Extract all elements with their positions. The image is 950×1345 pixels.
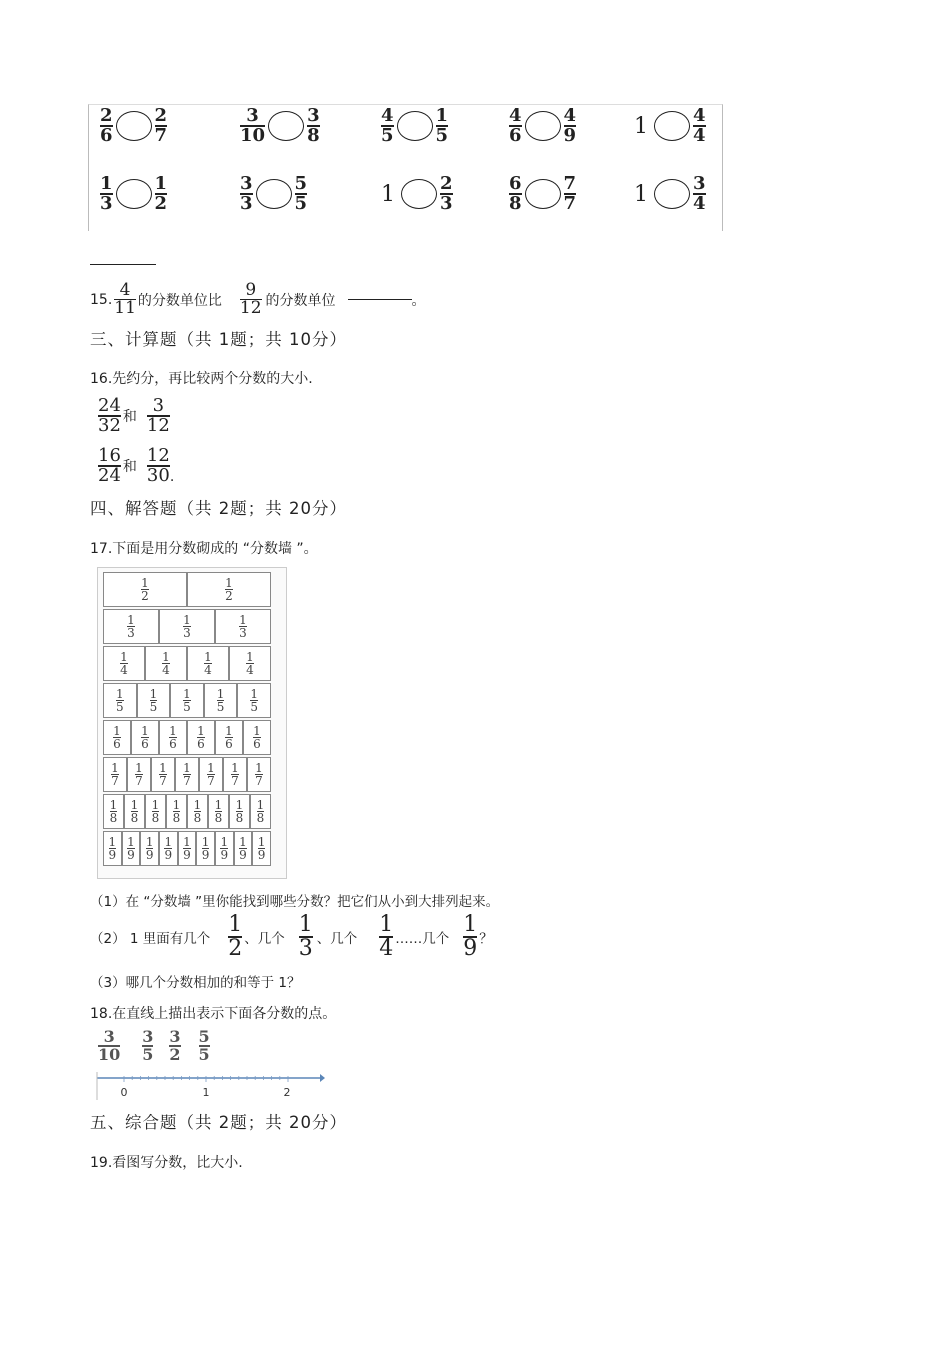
fraction: $\frac{1}{2}$ <box>154 173 168 214</box>
fraction-wall-brick: $\frac{1}{8}$ <box>124 794 145 829</box>
tick-label: 1 <box>202 1086 210 1099</box>
q18-fractions <box>98 1029 210 1063</box>
question-text: 的分数单位 <box>265 292 336 309</box>
compare-answer-circle[interactable] <box>256 179 292 209</box>
fraction-wall-brick: $\frac{1}{5}$ <box>137 683 171 718</box>
fraction: $\frac{3}{10}$ <box>98 1027 121 1064</box>
question-18-title: 18.在直线上描出表示下面各分数的点。 <box>90 1006 337 1022</box>
compare-answer-circle[interactable] <box>116 179 152 209</box>
fraction-wall-brick: $\frac{1}{9}$ <box>234 831 253 866</box>
fraction: $\frac{16}{24}$ <box>98 445 121 486</box>
fraction: $\frac{5}{5}$ <box>294 173 308 214</box>
fraction-wall-brick: $\frac{1}{8}$ <box>229 794 250 829</box>
fraction-wall-brick: $\frac{1}{8}$ <box>166 794 187 829</box>
fraction-wall-brick: $\frac{1}{8}$ <box>208 794 229 829</box>
compare-cell <box>240 175 307 213</box>
fraction-wall-brick: $\frac{1}{8}$ <box>103 794 124 829</box>
fraction-wall-brick: $\frac{1}{6}$ <box>159 720 187 755</box>
fraction: $\frac{4}{9}$ <box>563 105 577 146</box>
answer-blank[interactable] <box>348 299 412 300</box>
fraction-wall-brick: $\frac{1}{2}$ <box>187 572 271 607</box>
fraction: $\frac{12}{30}$ <box>146 445 170 486</box>
fraction-wall-brick: $\frac{1}{9}$ <box>140 831 159 866</box>
fraction-wall-brick: $\frac{1}{6}$ <box>103 720 131 755</box>
whole-number: 1 <box>381 181 395 207</box>
fraction-wall-brick: $\frac{1}{4}$ <box>103 646 145 681</box>
fraction: $\frac{3}{2}$ <box>169 1027 181 1064</box>
compare-cell <box>509 175 576 213</box>
fraction-wall-brick: $\frac{1}{9}$ <box>178 831 197 866</box>
fraction: $\frac{24}{32}$ <box>98 395 121 436</box>
question-17-sub2: （2） 1 里面有几个 $\frac{1}{2}$ 、几个 $\frac{1}{3}$ 、几个 $\frac{1}{4}$ ……几个 $\frac{1}{9}$ ？ <box>90 912 493 961</box>
fraction-wall-brick: $\frac{1}{9}$ <box>103 831 122 866</box>
compare-answer-circle[interactable] <box>525 179 561 209</box>
fraction: $\frac{3}{4}$ <box>693 173 706 214</box>
compare-cell <box>240 107 320 145</box>
fraction-wall-brick: $\frac{1}{8}$ <box>187 794 208 829</box>
compare-answer-circle[interactable] <box>654 179 690 209</box>
question-17-sub1: （1）在 “分数墙 ”里你能找到哪些分数？把它们从小到大排列起来。 <box>90 894 500 910</box>
fraction-wall-row <box>103 720 271 755</box>
fraction: $\frac{4}{11}$ <box>114 280 136 318</box>
tick-label: 2 <box>283 1086 291 1099</box>
fraction-wall-brick: $\frac{1}{9}$ <box>215 831 234 866</box>
fraction-wall-brick: $\frac{1}{5}$ <box>204 683 238 718</box>
answer-blank-line[interactable] <box>90 264 156 265</box>
fraction-wall-brick: $\frac{1}{5}$ <box>170 683 204 718</box>
whole-number: 1 <box>634 181 648 207</box>
question-number: 15. <box>90 291 113 308</box>
tick-label: 0 <box>120 1086 128 1099</box>
fraction: $\frac{6}{8}$ <box>509 173 522 214</box>
fraction: $\frac{2}{6}$ <box>100 105 113 146</box>
question-16-title: 16.先约分，再比较两个分数的大小. <box>90 371 313 387</box>
fraction-wall-brick: $\frac{1}{5}$ <box>237 683 271 718</box>
fraction: $\frac{3}{5}$ <box>142 1027 154 1064</box>
fraction-wall-brick: $\frac{1}{4}$ <box>145 646 187 681</box>
fraction-wall-brick: $\frac{1}{3}$ <box>215 609 271 644</box>
number-line[interactable] <box>96 1072 326 1100</box>
fraction-wall-brick: $\frac{1}{8}$ <box>145 794 166 829</box>
compare-cell <box>634 107 706 145</box>
whole-number: 1 <box>634 113 648 139</box>
fraction-wall-brick: $\frac{1}{6}$ <box>215 720 243 755</box>
fraction-wall-row <box>103 757 271 792</box>
fraction-wall-brick: $\frac{1}{7}$ <box>199 757 223 792</box>
compare-answer-circle[interactable] <box>401 179 437 209</box>
compare-cell <box>509 107 576 145</box>
fraction: $\frac{3}{10}$ <box>240 105 266 146</box>
fraction-wall-brick: $\frac{1}{9}$ <box>196 831 215 866</box>
compare-answer-circle[interactable] <box>654 111 690 141</box>
fraction: $\frac{4}{4}$ <box>693 105 706 146</box>
question-text: 的分数单位比 <box>137 292 222 309</box>
fraction-wall-brick: $\frac{1}{7}$ <box>247 757 271 792</box>
fraction: $\frac{4}{5}$ <box>381 105 394 146</box>
fraction-wall-brick: $\frac{1}{7}$ <box>223 757 247 792</box>
fraction-wall-brick: $\frac{1}{6}$ <box>131 720 159 755</box>
fraction-wall-row <box>103 609 271 644</box>
fraction-wall-row <box>103 572 271 607</box>
fraction: $\frac{1}{4}$ <box>379 912 394 961</box>
fraction: $\frac{3}{12}$ <box>146 395 170 436</box>
arrow-head-icon <box>320 1074 325 1082</box>
fraction: $\frac{3}{8}$ <box>307 105 320 146</box>
compare-answer-circle[interactable] <box>525 111 561 141</box>
compare-answer-circle[interactable] <box>397 111 433 141</box>
compare-cell <box>381 175 453 213</box>
fraction: $\frac{4}{6}$ <box>509 105 522 146</box>
fraction: $\frac{1}{5}$ <box>435 105 449 146</box>
question-17-sub3: （3）哪几个分数相加的和等于 1？ <box>90 975 301 991</box>
fraction-wall-brick: $\frac{1}{8}$ <box>250 794 271 829</box>
fraction-wall-brick: $\frac{1}{3}$ <box>103 609 159 644</box>
fraction-wall-brick: $\frac{1}{3}$ <box>159 609 215 644</box>
fraction: $\frac{9}{12}$ <box>239 280 262 318</box>
section-heading: 五、综合题（共 2题；共 20分） <box>90 1113 347 1132</box>
section-heading: 四、解答题（共 2题；共 20分） <box>90 499 347 518</box>
fraction-wall-brick: $\frac{1}{9}$ <box>122 831 141 866</box>
fraction-wall-brick: $\frac{1}{4}$ <box>229 646 271 681</box>
fraction: $\frac{2}{7}$ <box>154 105 168 146</box>
compare-cell <box>381 107 448 145</box>
fraction-wall-brick: $\frac{1}{7}$ <box>103 757 127 792</box>
fraction-wall-brick: $\frac{1}{7}$ <box>151 757 175 792</box>
tick-marks <box>124 1076 288 1082</box>
fraction-wall-brick: $\frac{1}{5}$ <box>103 683 137 718</box>
fraction-wall-brick: $\frac{1}{6}$ <box>187 720 215 755</box>
fraction-wall-brick: $\frac{1}{7}$ <box>127 757 151 792</box>
fraction-wall-brick: $\frac{1}{7}$ <box>175 757 199 792</box>
question-16-row: $\frac{16}{24}$ 和 $\frac{12}{30}$ . <box>98 445 175 486</box>
fraction-wall-row <box>103 794 271 829</box>
fraction: $\frac{3}{3}$ <box>240 173 253 214</box>
fraction-wall-brick: $\frac{1}{2}$ <box>103 572 187 607</box>
fraction-wall-brick: $\frac{1}{4}$ <box>187 646 229 681</box>
fraction-wall-brick: $\frac{1}{9}$ <box>159 831 178 866</box>
question-19-title: 19.看图写分数，比大小. <box>90 1155 243 1171</box>
compare-answer-circle[interactable] <box>116 111 152 141</box>
fraction-wall-brick: $\frac{1}{6}$ <box>243 720 271 755</box>
question-16-row: $\frac{24}{32}$ 和 $\frac{3}{12}$ <box>98 395 170 436</box>
fraction-wall-row <box>103 646 271 681</box>
fraction: $\frac{1}{9}$ <box>463 912 478 961</box>
compare-cell <box>100 107 167 145</box>
fraction: $\frac{1}{2}$ <box>228 912 243 961</box>
fraction-wall-brick: $\frac{1}{9}$ <box>252 831 271 866</box>
fraction-wall-row <box>103 831 271 866</box>
fraction-wall <box>97 567 287 879</box>
fraction-wall-row <box>103 683 271 718</box>
fraction: $\frac{1}{3}$ <box>100 173 113 214</box>
fraction: $\frac{2}{3}$ <box>440 173 453 214</box>
fraction: $\frac{5}{5}$ <box>198 1027 210 1064</box>
compare-cell <box>100 175 167 213</box>
fraction: $\frac{1}{3}$ <box>298 912 313 961</box>
section-heading: 三、计算题（共 1题；共 10分） <box>90 330 347 349</box>
question-17-title: 17.下面是用分数砌成的 “分数墙 ”。 <box>90 541 318 557</box>
question-15: 15. $\frac{4}{11}$ 的分数单位比 $\frac{9}{12}$ 的分数单位 。 <box>90 280 426 318</box>
compare-cell <box>634 175 706 213</box>
fraction: $\frac{7}{7}$ <box>563 173 577 214</box>
compare-answer-circle[interactable] <box>268 111 304 141</box>
